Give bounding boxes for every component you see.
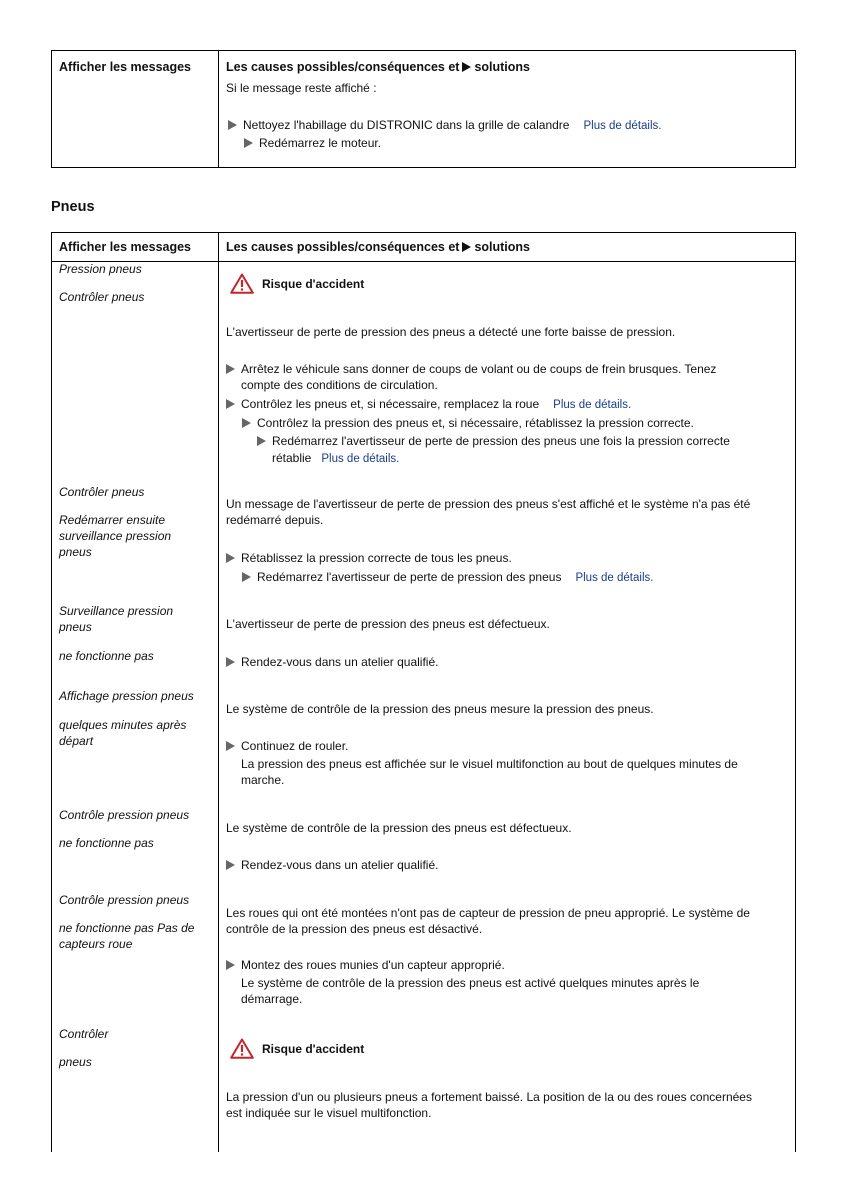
action-step-continued: rétablie Plus de détails.	[272, 451, 400, 465]
display-message: Redémarrer ensuite surveillance pression pneus	[59, 513, 172, 559]
warning-risk-accident: Risque d'accident	[230, 273, 364, 294]
warning-triangle-icon	[230, 273, 254, 294]
action-step: Arrêtez le véhicule sans donner de coups de volant ou de coups de frein brusques. Tenez	[226, 361, 716, 377]
column-header-causes: Les causes possibles/conséquences et solutions	[226, 240, 531, 254]
display-message: Contrôler	[59, 1027, 109, 1041]
action-step: Continuez de rouler.	[226, 738, 348, 754]
display-message: Pression pneus	[59, 262, 142, 276]
info-text: Les roues qui ont été montées n'ont pas de capteur de pression de pneu approprié. Le système de	[226, 906, 750, 920]
display-message: pneus	[59, 1055, 92, 1069]
arrow-right-icon	[226, 741, 235, 751]
arrow-right-icon	[257, 436, 266, 446]
warning-triangle-icon	[230, 1038, 254, 1059]
action-step: Rendez-vous dans un atelier qualifié.	[226, 857, 438, 873]
display-message: Contrôler pneus	[59, 290, 145, 304]
message-table-tires	[51, 232, 796, 1152]
display-message: Contrôler pneus	[59, 485, 145, 499]
arrow-right-icon	[226, 860, 235, 870]
display-message: Affichage pression pneus	[59, 689, 194, 703]
info-text: La pression d'un ou plusieurs pneus a fortement baissé. La position de la ou des roues concernées	[226, 1090, 752, 1104]
info-text: Un message de l'avertisseur de perte de pression des pneus s'est affiché et le système n'a pas été	[226, 497, 751, 511]
display-message: ne fonctionne pas	[59, 649, 154, 663]
column-divider	[218, 51, 219, 167]
info-text: Si le message reste affiché :	[226, 81, 377, 95]
arrow-right-icon	[462, 62, 471, 72]
action-result: Le système de contrôle de la pression des pneus est activé quelques minutes après le	[241, 976, 700, 990]
action-step: Rendez-vous dans un atelier qualifié.	[226, 654, 438, 670]
action-step: Redémarrez l'avertisseur de perte de pression des pneus une fois la pression correcte	[257, 433, 730, 449]
action-step: Nettoyez l'habillage du DISTRONIC dans la grille de calandre Plus de détails.	[228, 117, 661, 134]
arrow-right-icon	[226, 553, 235, 563]
action-result-continued: démarrage.	[241, 992, 303, 1006]
display-message: ne fonctionne pas Pas de capteurs roue	[59, 921, 195, 951]
action-step: Redémarrez le moteur.	[244, 135, 381, 151]
info-text: Le système de contrôle de la pression des pneus est défectueux.	[226, 821, 572, 835]
display-message: Surveillance pression pneus	[59, 604, 174, 634]
action-result-continued: marche.	[241, 773, 285, 787]
arrow-right-icon	[242, 572, 251, 582]
display-message: Contrôle pression pneus	[59, 893, 190, 907]
section-title: Pneus	[51, 199, 95, 215]
info-text: L'avertisseur de perte de pression des pneus a détecté une forte baisse de pression.	[226, 325, 676, 339]
arrow-right-icon	[244, 138, 253, 148]
arrow-right-icon	[226, 364, 235, 374]
action-result: La pression des pneus est affichée sur le visuel multifonction au bout de quelques minutes de	[241, 757, 738, 771]
info-text-continued: contrôle de la pression des pneus est désactivé.	[226, 922, 483, 936]
column-header-causes: Les causes possibles/conséquences et solutions	[226, 60, 531, 74]
warning-risk-accident: Risque d'accident	[230, 1038, 364, 1059]
action-step: Redémarrez l'avertisseur de perte de pression des pneus Plus de détails.	[242, 569, 653, 586]
arrow-right-icon	[226, 960, 235, 970]
arrow-right-icon	[462, 242, 471, 252]
column-header-messages: Afficher les messages	[59, 60, 192, 74]
display-message: quelques minutes après départ	[59, 718, 187, 748]
display-message: ne fonctionne pas	[59, 836, 154, 850]
details-link[interactable]: Plus de détails.	[553, 399, 632, 411]
info-text-continued: redémarré depuis.	[226, 513, 324, 527]
column-header-messages: Afficher les messages	[59, 240, 192, 254]
display-message: Contrôle pression pneus	[59, 808, 190, 822]
info-text: Le système de contrôle de la pression des pneus mesure la pression des pneus.	[226, 702, 654, 716]
column-divider	[218, 233, 219, 1152]
action-step: Contrôlez les pneus et, si nécessaire, remplacez la roue Plus de détails.	[226, 396, 631, 413]
arrow-right-icon	[226, 657, 235, 667]
action-step: Montez des roues munies d'un capteur approprié.	[226, 957, 505, 973]
details-link[interactable]: Plus de détails.	[321, 453, 400, 465]
arrow-right-icon	[242, 418, 251, 428]
action-step-continued: compte des conditions de circulation.	[241, 378, 438, 392]
message-table-distronic	[51, 50, 796, 168]
action-step: Contrôlez la pression des pneus et, si nécessaire, rétablissez la pression correcte.	[242, 415, 694, 431]
arrow-right-icon	[226, 399, 235, 409]
details-link[interactable]: Plus de détails.	[583, 120, 662, 132]
info-text-continued: est indiquée sur le visuel multifonction.	[226, 1106, 432, 1120]
header-divider	[52, 261, 795, 262]
info-text: L'avertisseur de perte de pression des pneus est défectueux.	[226, 617, 550, 631]
action-step: Rétablissez la pression correcte de tous les pneus.	[226, 550, 512, 566]
details-link[interactable]: Plus de détails.	[575, 572, 654, 584]
arrow-right-icon	[228, 120, 237, 130]
